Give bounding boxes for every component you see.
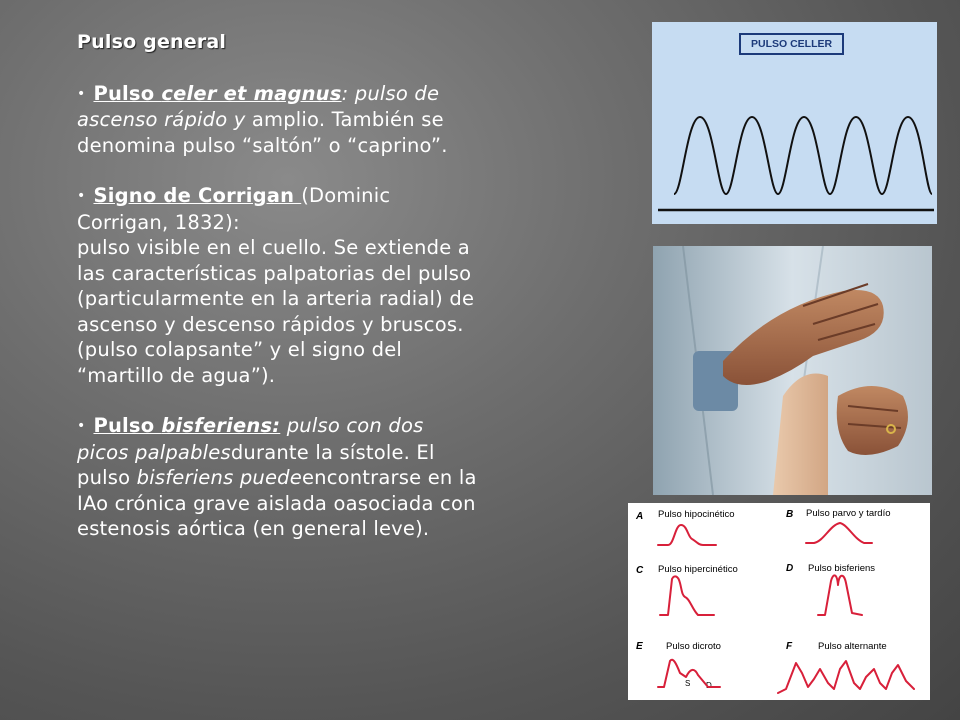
pulse-curves bbox=[628, 503, 930, 700]
palpation-illustration bbox=[653, 246, 932, 495]
bullet: • bbox=[77, 188, 86, 204]
celer-description: amplio. También se denomina pulso “saltón” o “caprino”. bbox=[77, 108, 448, 157]
pulse-types-figure bbox=[628, 503, 930, 700]
term-corrigan: Signo de Corrigan bbox=[93, 184, 302, 207]
letter-f: F bbox=[786, 641, 793, 652]
celer-definition: pulso de ascenso rápido y bbox=[77, 81, 440, 131]
slide-text bbox=[77, 30, 477, 542]
bisferiens-text-1: durante la sístole. El pulso bbox=[77, 440, 435, 489]
curve-hipocinetico bbox=[658, 525, 716, 545]
curve-bisferiens bbox=[818, 575, 862, 615]
term-bisferiens: bisferiens: bbox=[161, 414, 281, 437]
bullet: • bbox=[77, 418, 86, 434]
name-d: Pulso bisferiens bbox=[808, 563, 876, 574]
curve-dicroto bbox=[658, 660, 720, 687]
doctor-hand-bottom bbox=[837, 386, 908, 455]
letter-e: E bbox=[636, 641, 643, 652]
corrigan-citation: (Dominic Corrigan, 1832): bbox=[77, 184, 391, 234]
curve-hipercinetico bbox=[660, 576, 714, 615]
bisferiens-text-2: encontrarse en la IAo crónica grave aislada oasociada con estenosis aórtica (en general leve). bbox=[77, 466, 477, 540]
term-pulso: Pulso bbox=[93, 81, 162, 105]
name-a: Pulso hipocinético bbox=[658, 509, 735, 520]
paragraph-corrigan bbox=[77, 183, 477, 388]
label-s: S bbox=[685, 679, 691, 688]
bullet: • bbox=[77, 85, 86, 102]
celler-waveform bbox=[652, 22, 937, 224]
bisferiens-definition: pulso con dos picos palpables bbox=[77, 414, 424, 464]
letter-a: A bbox=[636, 511, 644, 522]
paragraph-celer bbox=[77, 81, 477, 159]
term-celer: celer et magnus bbox=[161, 81, 342, 105]
letter-b: B bbox=[786, 509, 794, 520]
curve-alternante bbox=[778, 661, 914, 693]
pulso-celler-label: PULSO CELLER bbox=[739, 33, 844, 55]
name-c: Pulso hipercinético bbox=[658, 564, 738, 575]
letter-c: C bbox=[636, 565, 644, 576]
label-d: D bbox=[706, 681, 712, 690]
letter-d: D bbox=[786, 563, 794, 574]
pulse-palpation-photo bbox=[653, 246, 932, 495]
celler-wave-line bbox=[674, 117, 932, 194]
bisferiens-italic: bisferiens puede bbox=[136, 466, 302, 489]
name-b: Pulso parvo y tardío bbox=[806, 508, 891, 519]
paragraph-bisferiens bbox=[77, 413, 477, 542]
slide-title: Pulso general bbox=[77, 31, 227, 53]
name-f: Pulso alternante bbox=[818, 641, 887, 652]
name-e: Pulso dicroto bbox=[666, 641, 721, 652]
colon: : bbox=[341, 81, 355, 105]
curve-parvo-tardio bbox=[806, 523, 872, 543]
term-pulso: Pulso bbox=[93, 414, 162, 437]
corrigan-description: pulso visible en el cuello. Se extiende a las características palpatorias del pulso (particularmente en la arteria radial) de ascenso y descenso rápidos y bruscos.(pulso colapsante” y el signo del “martillo de agua”). bbox=[77, 236, 475, 387]
pulso-celler-figure bbox=[652, 22, 937, 224]
